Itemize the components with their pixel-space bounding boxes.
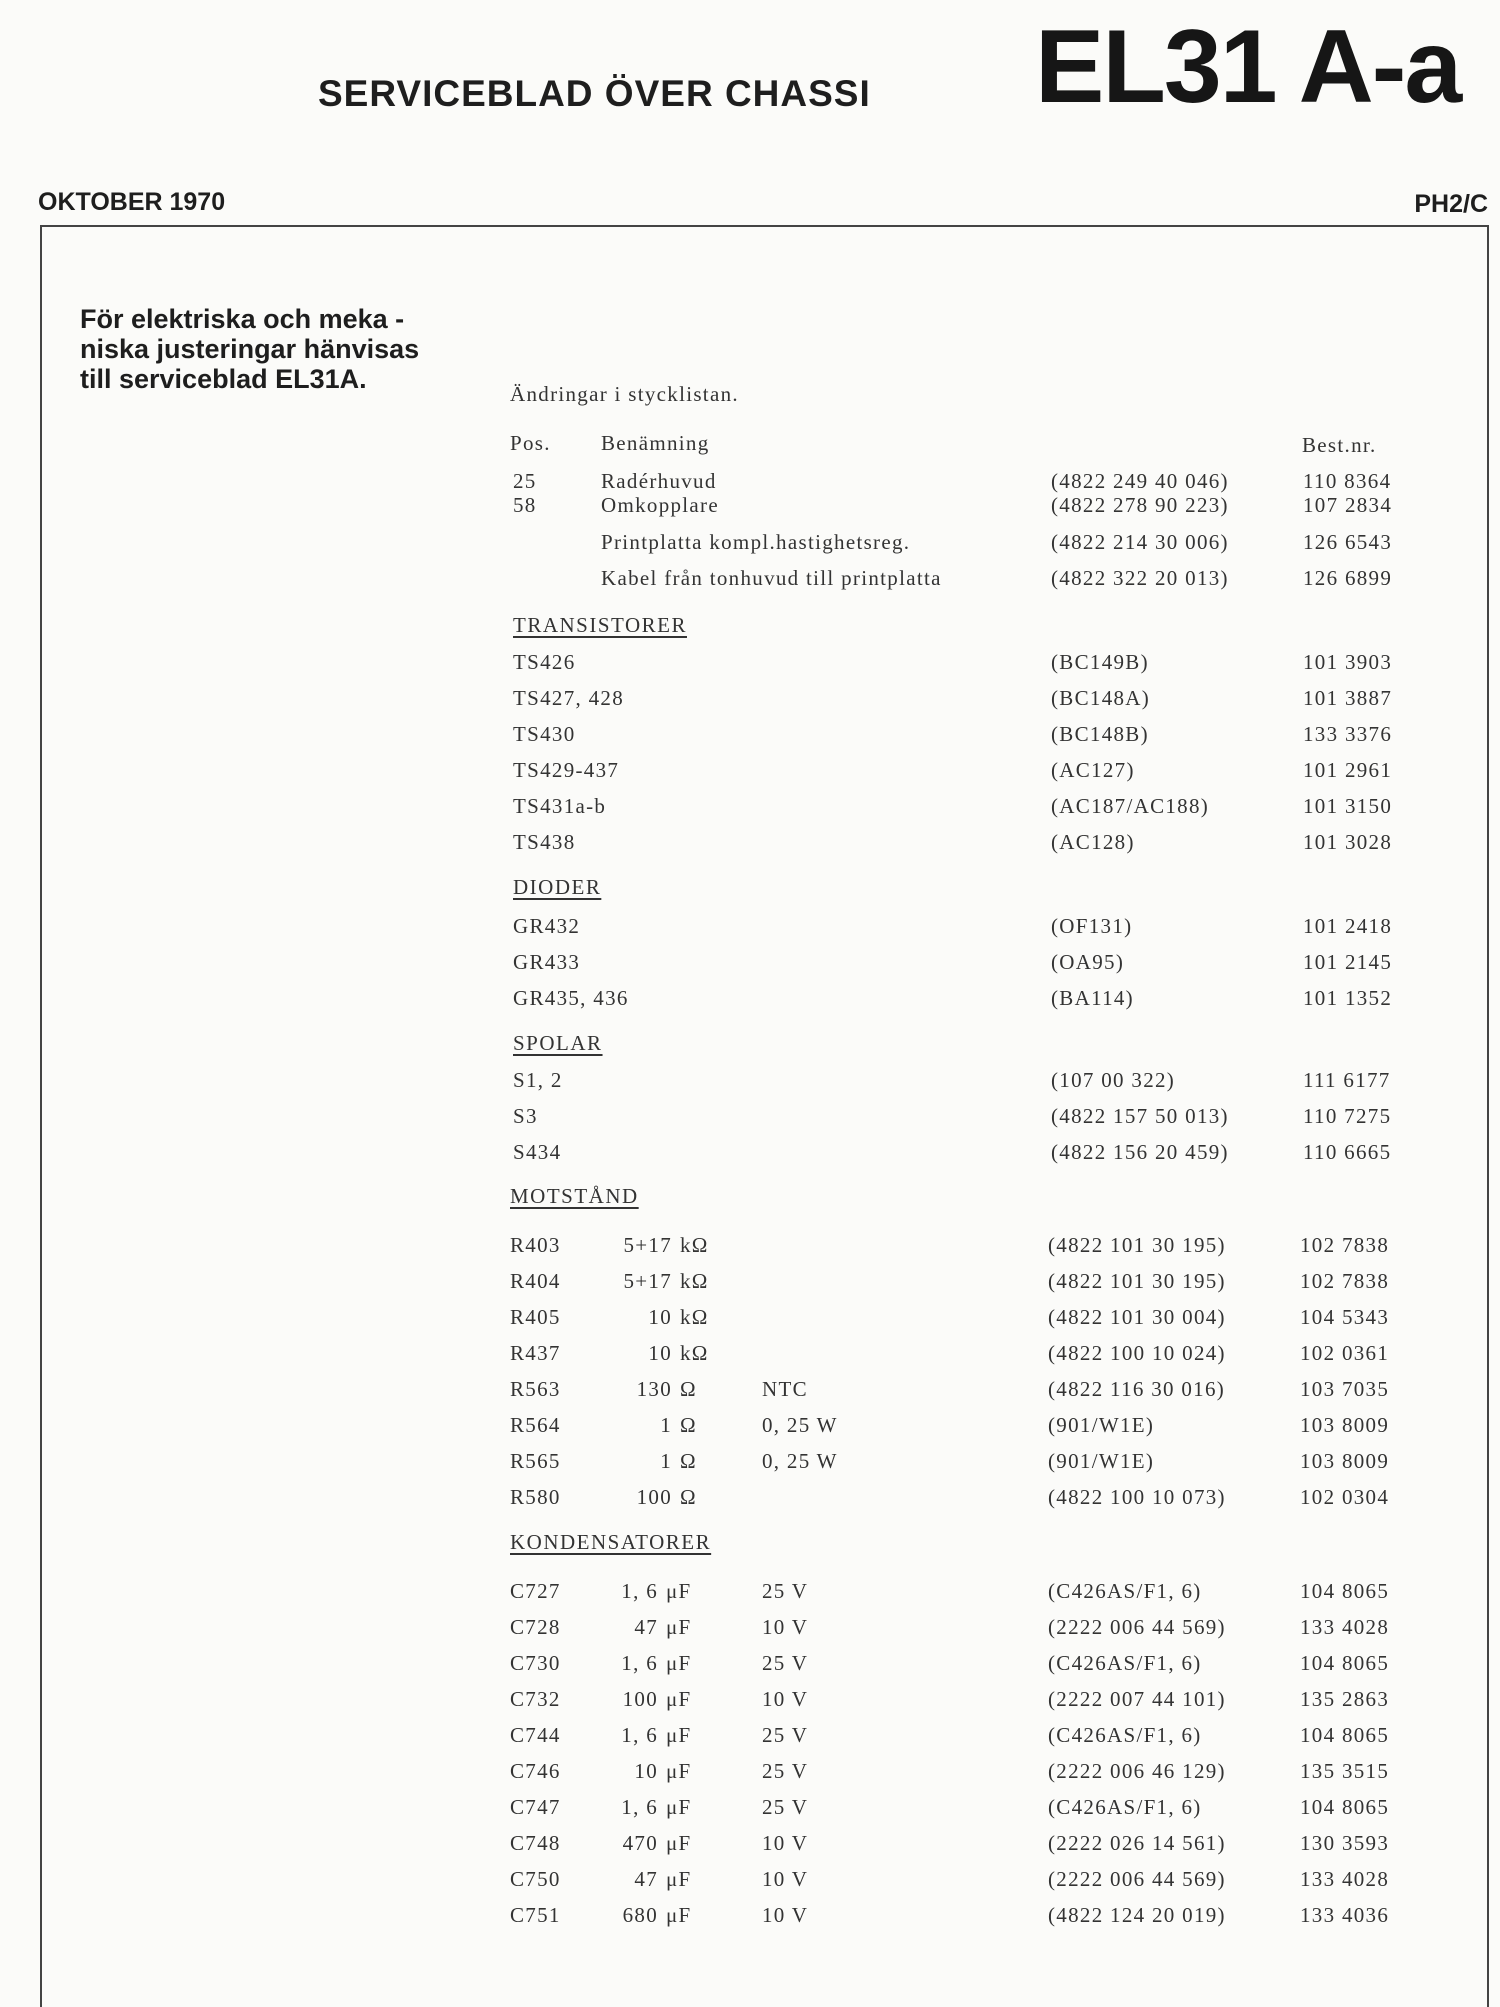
part-best-nr: 101 3028	[1303, 830, 1393, 854]
part-best-nr: 101 3903	[1303, 650, 1393, 674]
part-ref: (4822 322 20 013)	[1051, 566, 1229, 590]
part-ref: (4822 101 30 004)	[1048, 1305, 1226, 1329]
part-best-nr: 104 8065	[1300, 1723, 1390, 1747]
part-unit: μF	[666, 1795, 692, 1819]
part-unit: μF	[666, 1615, 692, 1639]
part-best-nr: 103 8009	[1300, 1449, 1390, 1473]
note-line: till serviceblad EL31A.	[80, 364, 367, 394]
part-pos: S434	[513, 1140, 562, 1164]
part-best-nr: 101 2418	[1303, 914, 1393, 938]
part-pos: S3	[513, 1104, 538, 1128]
part-best-nr: 111 6177	[1303, 1068, 1391, 1092]
part-name: Omkopplare	[601, 493, 719, 517]
model-number: EL31 A-a	[1035, 9, 1461, 125]
part-voltage: 25 V	[762, 1795, 809, 1819]
part-pos: R404	[510, 1269, 561, 1293]
part-best-nr: 101 3887	[1303, 686, 1393, 710]
part-best-nr: 130 3593	[1300, 1831, 1390, 1855]
part-ref: (4822 156 20 459)	[1051, 1140, 1229, 1164]
part-pos: C744	[510, 1723, 561, 1747]
part-pos: S1, 2	[513, 1068, 563, 1092]
part-ref: (2222 006 44 569)	[1048, 1867, 1226, 1891]
part-voltage: 10 V	[762, 1615, 809, 1639]
column-header-name: Benämning	[601, 431, 710, 455]
part-best-nr: 101 2961	[1303, 758, 1393, 782]
part-value: 47	[634, 1867, 658, 1891]
part-voltage: 25 V	[762, 1759, 809, 1783]
column-header-best: Best.nr.	[1302, 433, 1377, 457]
part-best-nr: 110 7275	[1303, 1104, 1392, 1128]
part-value: 47	[634, 1615, 658, 1639]
part-ref: (4822 249 40 046)	[1051, 469, 1229, 493]
part-pos: TS438	[513, 830, 576, 854]
part-best-nr: 102 7838	[1300, 1269, 1390, 1293]
part-unit: μF	[666, 1831, 692, 1855]
part-unit: Ω	[680, 1377, 697, 1401]
part-best-nr: 107 2834	[1303, 493, 1393, 517]
section-title-transistorer: TRANSISTORER	[513, 613, 687, 637]
column-header-pos: Pos.	[510, 431, 551, 455]
part-unit: μF	[666, 1759, 692, 1783]
part-best-nr: 101 3150	[1303, 794, 1393, 818]
part-best-nr: 133 4036	[1300, 1903, 1390, 1927]
part-value: 470	[622, 1831, 658, 1855]
intro-text: Ändringar i stycklistan.	[510, 382, 739, 406]
part-ref: (4822 101 30 195)	[1048, 1269, 1226, 1293]
part-best-nr: 135 3515	[1300, 1759, 1390, 1783]
part-ref: (4822 100 10 073)	[1048, 1485, 1226, 1509]
part-name: Radérhuvud	[601, 469, 717, 493]
part-best-nr: 133 4028	[1300, 1615, 1390, 1639]
part-best-nr: 102 0361	[1300, 1341, 1390, 1365]
part-value: 130	[636, 1377, 672, 1401]
part-best-nr: 102 7838	[1300, 1233, 1390, 1257]
part-ref: (4822 101 30 195)	[1048, 1233, 1226, 1257]
part-value: 5+17	[623, 1269, 672, 1293]
section-title-motstand: MOTSTÅND	[510, 1184, 639, 1208]
part-unit: μF	[666, 1651, 692, 1675]
part-pos: R403	[510, 1233, 561, 1257]
part-unit: Ω	[680, 1449, 697, 1473]
part-best-nr: 104 8065	[1300, 1579, 1390, 1603]
part-unit: μF	[666, 1687, 692, 1711]
part-spec: NTC	[762, 1377, 808, 1401]
part-spec: 0, 25 W	[762, 1413, 838, 1437]
part-value: 10	[648, 1305, 672, 1329]
part-pos: R405	[510, 1305, 561, 1329]
part-best-nr: 104 5343	[1300, 1305, 1390, 1329]
part-pos: TS430	[513, 722, 576, 746]
part-best-nr: 133 4028	[1300, 1867, 1390, 1891]
part-ref: (4822 124 20 019)	[1048, 1903, 1226, 1927]
part-ref: (BC148B)	[1051, 722, 1149, 746]
section-title-dioder: DIODER	[513, 875, 602, 899]
part-ref: (AC127)	[1051, 758, 1135, 782]
part-ref: (2222 006 46 129)	[1048, 1759, 1226, 1783]
part-ref: (C426AS/F1, 6)	[1048, 1579, 1202, 1603]
part-voltage: 25 V	[762, 1723, 809, 1747]
part-unit: μF	[666, 1867, 692, 1891]
part-pos: GR435, 436	[513, 986, 629, 1010]
part-pos: C728	[510, 1615, 561, 1639]
part-pos: C750	[510, 1867, 561, 1891]
note-line: niska justeringar hänvisas	[80, 334, 420, 364]
part-best-nr: 103 7035	[1300, 1377, 1390, 1401]
part-pos: R580	[510, 1485, 561, 1509]
part-value: 1, 6	[621, 1723, 658, 1747]
part-voltage: 10 V	[762, 1903, 809, 1927]
part-name: Kabel från tonhuvud till printplatta	[601, 566, 942, 590]
part-unit: Ω	[680, 1413, 697, 1437]
part-pos: R437	[510, 1341, 561, 1365]
part-voltage: 10 V	[762, 1687, 809, 1711]
part-best-nr: 135 2863	[1300, 1687, 1390, 1711]
section-title-kondensatorer: KONDENSATORER	[510, 1530, 712, 1554]
part-value: 680	[622, 1903, 658, 1927]
part-unit: μF	[666, 1723, 692, 1747]
section-title-spolar: SPOLAR	[513, 1031, 603, 1055]
part-ref: (BC149B)	[1051, 650, 1149, 674]
part-pos: C732	[510, 1687, 561, 1711]
part-unit: μF	[666, 1903, 692, 1927]
part-ref: (107 00 322)	[1051, 1068, 1176, 1092]
part-ref: (4822 278 90 223)	[1051, 493, 1229, 517]
part-unit: Ω	[680, 1485, 697, 1509]
part-pos: C748	[510, 1831, 561, 1855]
page-title: SERVICEBLAD ÖVER CHASSI	[318, 73, 871, 114]
part-pos: TS426	[513, 650, 576, 674]
part-ref: (C426AS/F1, 6)	[1048, 1795, 1202, 1819]
part-value: 100	[622, 1687, 658, 1711]
part-value: 100	[636, 1485, 672, 1509]
part-best-nr: 101 2145	[1303, 950, 1393, 974]
part-pos: C747	[510, 1795, 561, 1819]
part-name: Printplatta kompl.hastighetsreg.	[601, 530, 911, 554]
part-pos: R565	[510, 1449, 561, 1473]
part-pos: C751	[510, 1903, 561, 1927]
issue-date: OKTOBER 1970	[38, 188, 226, 216]
part-pos: TS431a-b	[513, 794, 607, 818]
part-best-nr: 102 0304	[1300, 1485, 1390, 1509]
part-value: 1, 6	[621, 1795, 658, 1819]
part-spec: 0, 25 W	[762, 1449, 838, 1473]
part-best-nr: 110 8364	[1303, 469, 1392, 493]
part-ref: (2222 006 44 569)	[1048, 1615, 1226, 1639]
part-best-nr: 133 3376	[1303, 722, 1393, 746]
part-ref: (4822 157 50 013)	[1051, 1104, 1229, 1128]
document-code: PH2/C	[1414, 190, 1488, 218]
part-best-nr: 110 6665	[1303, 1140, 1392, 1164]
part-ref: (BA114)	[1051, 986, 1134, 1010]
part-pos: GR433	[513, 950, 581, 974]
part-best-nr: 101 1352	[1303, 986, 1393, 1010]
part-value: 10	[648, 1341, 672, 1365]
part-value: 5+17	[623, 1233, 672, 1257]
part-pos: R563	[510, 1377, 561, 1401]
part-ref: (AC128)	[1051, 830, 1135, 854]
part-ref: (AC187/AC188)	[1051, 794, 1210, 818]
reference-note	[80, 304, 460, 394]
part-ref: (OF131)	[1051, 914, 1133, 938]
part-ref: (2222 026 14 561)	[1048, 1831, 1226, 1855]
part-ref: (2222 007 44 101)	[1048, 1687, 1226, 1711]
part-best-nr: 126 6899	[1303, 566, 1393, 590]
part-best-nr: 104 8065	[1300, 1651, 1390, 1675]
part-value: 10	[634, 1759, 658, 1783]
part-ref: (4822 214 30 006)	[1051, 530, 1229, 554]
part-unit: μF	[666, 1579, 692, 1603]
part-ref: (4822 100 10 024)	[1048, 1341, 1226, 1365]
part-pos: 58	[513, 493, 537, 517]
part-pos: C746	[510, 1759, 561, 1783]
part-pos: C727	[510, 1579, 561, 1603]
part-pos: 25	[513, 469, 537, 493]
part-unit: kΩ	[680, 1341, 709, 1365]
part-voltage: 25 V	[762, 1651, 809, 1675]
part-value: 1	[660, 1449, 672, 1473]
part-pos: TS427, 428	[513, 686, 625, 710]
part-voltage: 10 V	[762, 1867, 809, 1891]
part-unit: kΩ	[680, 1233, 709, 1257]
part-pos: R564	[510, 1413, 561, 1437]
part-voltage: 25 V	[762, 1579, 809, 1603]
part-unit: kΩ	[680, 1269, 709, 1293]
part-pos: GR432	[513, 914, 581, 938]
part-ref: (C426AS/F1, 6)	[1048, 1651, 1202, 1675]
part-value: 1, 6	[621, 1579, 658, 1603]
part-unit: kΩ	[680, 1305, 709, 1329]
part-ref: (4822 116 30 016)	[1048, 1377, 1226, 1401]
part-best-nr: 103 8009	[1300, 1413, 1390, 1437]
part-value: 1, 6	[621, 1651, 658, 1675]
note-line: För elektriska och meka -	[80, 304, 405, 334]
part-ref: (C426AS/F1, 6)	[1048, 1723, 1202, 1747]
part-ref: (OA95)	[1051, 950, 1125, 974]
part-value: 1	[660, 1413, 672, 1437]
part-ref: (901/W1E)	[1048, 1413, 1155, 1437]
part-ref: (901/W1E)	[1048, 1449, 1155, 1473]
part-best-nr: 104 8065	[1300, 1795, 1390, 1819]
part-voltage: 10 V	[762, 1831, 809, 1855]
part-pos: TS429-437	[513, 758, 620, 782]
part-pos: C730	[510, 1651, 561, 1675]
part-best-nr: 126 6543	[1303, 530, 1393, 554]
part-ref: (BC148A)	[1051, 686, 1151, 710]
